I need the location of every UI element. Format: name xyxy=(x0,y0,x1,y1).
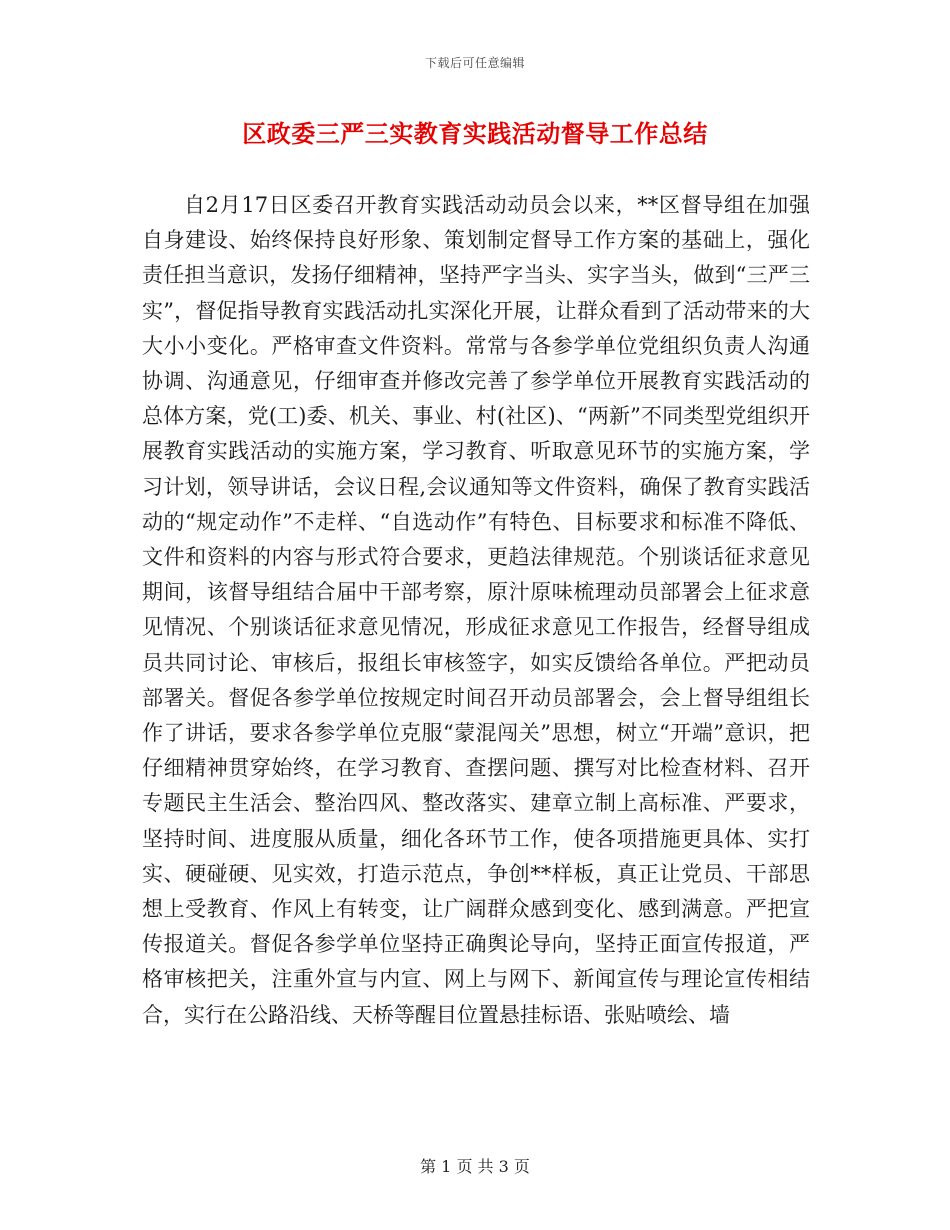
document-title: 区政委三严三实教育实践活动督导工作总结 xyxy=(242,119,708,148)
body-paragraph: 自2月17日区委召开教育实践活动动员会以来，**区督导组在加强自身建设、始终保持良好形象、策划制定督导工作方案的基础上，强化责任担当意识，发扬仔细精神，坚持严字当头、实字当头，做到“三严三实”，督促指导教育实践活动扎实深化开展，让群众看到了活动带来的大大小小变化。严格审查文件资料。常常与各参学单位党组织负责人沟通协调、沟通意见，仔细审查并修改完善了参学单位开展教育实践活动的总体方案，党(工)委、机关、事业、村(社区)、“两新”不同类型党组织开展教育实践活动的实施方案，学习教育、听取意见环节的实施方案，学习计划，领导讲话，会议日程,会议通知等文件资料，确保了教育实践活动的“规定动作”不走样、“自选动作”有特色、目标要求和标准不降低、文件和资料的内容与形式符合要求，更趋法律规范。个别谈话征求意见期间，该督导组结合届中干部考察，原汁原味梳理动员部署会上征求意见情况、个别谈话征求意见情况，形成征求意见工作报告，经督导组成员共同讨论、审核后，报组长审核签字，如实反馈给各单位。严把动员部署关。督促各参学单位按规定时间召开动员部署会，会上督导组组长作了讲话，要求各参学单位克服“蒙混闯关”思想，树立“开端”意识，把仔细精神贯穿始终，在学习教育、查摆问题、撰写对比检查材料、召开专题民主生活会、整治四风、整改落实、建章立制上高标准、严要求，坚持时间、进度服从质量，细化各环节工作，使各项措施更具体、实打实、硬碰硬、见实效，打造示范点，争创**样板，真正让党员、干部思想上受教育、作风上有转变，让广阔群众感到变化、感到满意。严把宣传报道关。督促各参学单位坚持正确舆论导向，坚持正面宣传报道，严格审核把关，注重外宣与内宣、网上与网下、新闻宣传与理论宣传相结合，实行在公路沿线、天桥等醒目位置悬挂标语、张贴喷绘、墙 xyxy=(142,193,810,1027)
header-note: 下载后可任意编辑 xyxy=(424,56,525,70)
page-number-footer: 第 1 页 共 3 页 xyxy=(420,1157,530,1176)
